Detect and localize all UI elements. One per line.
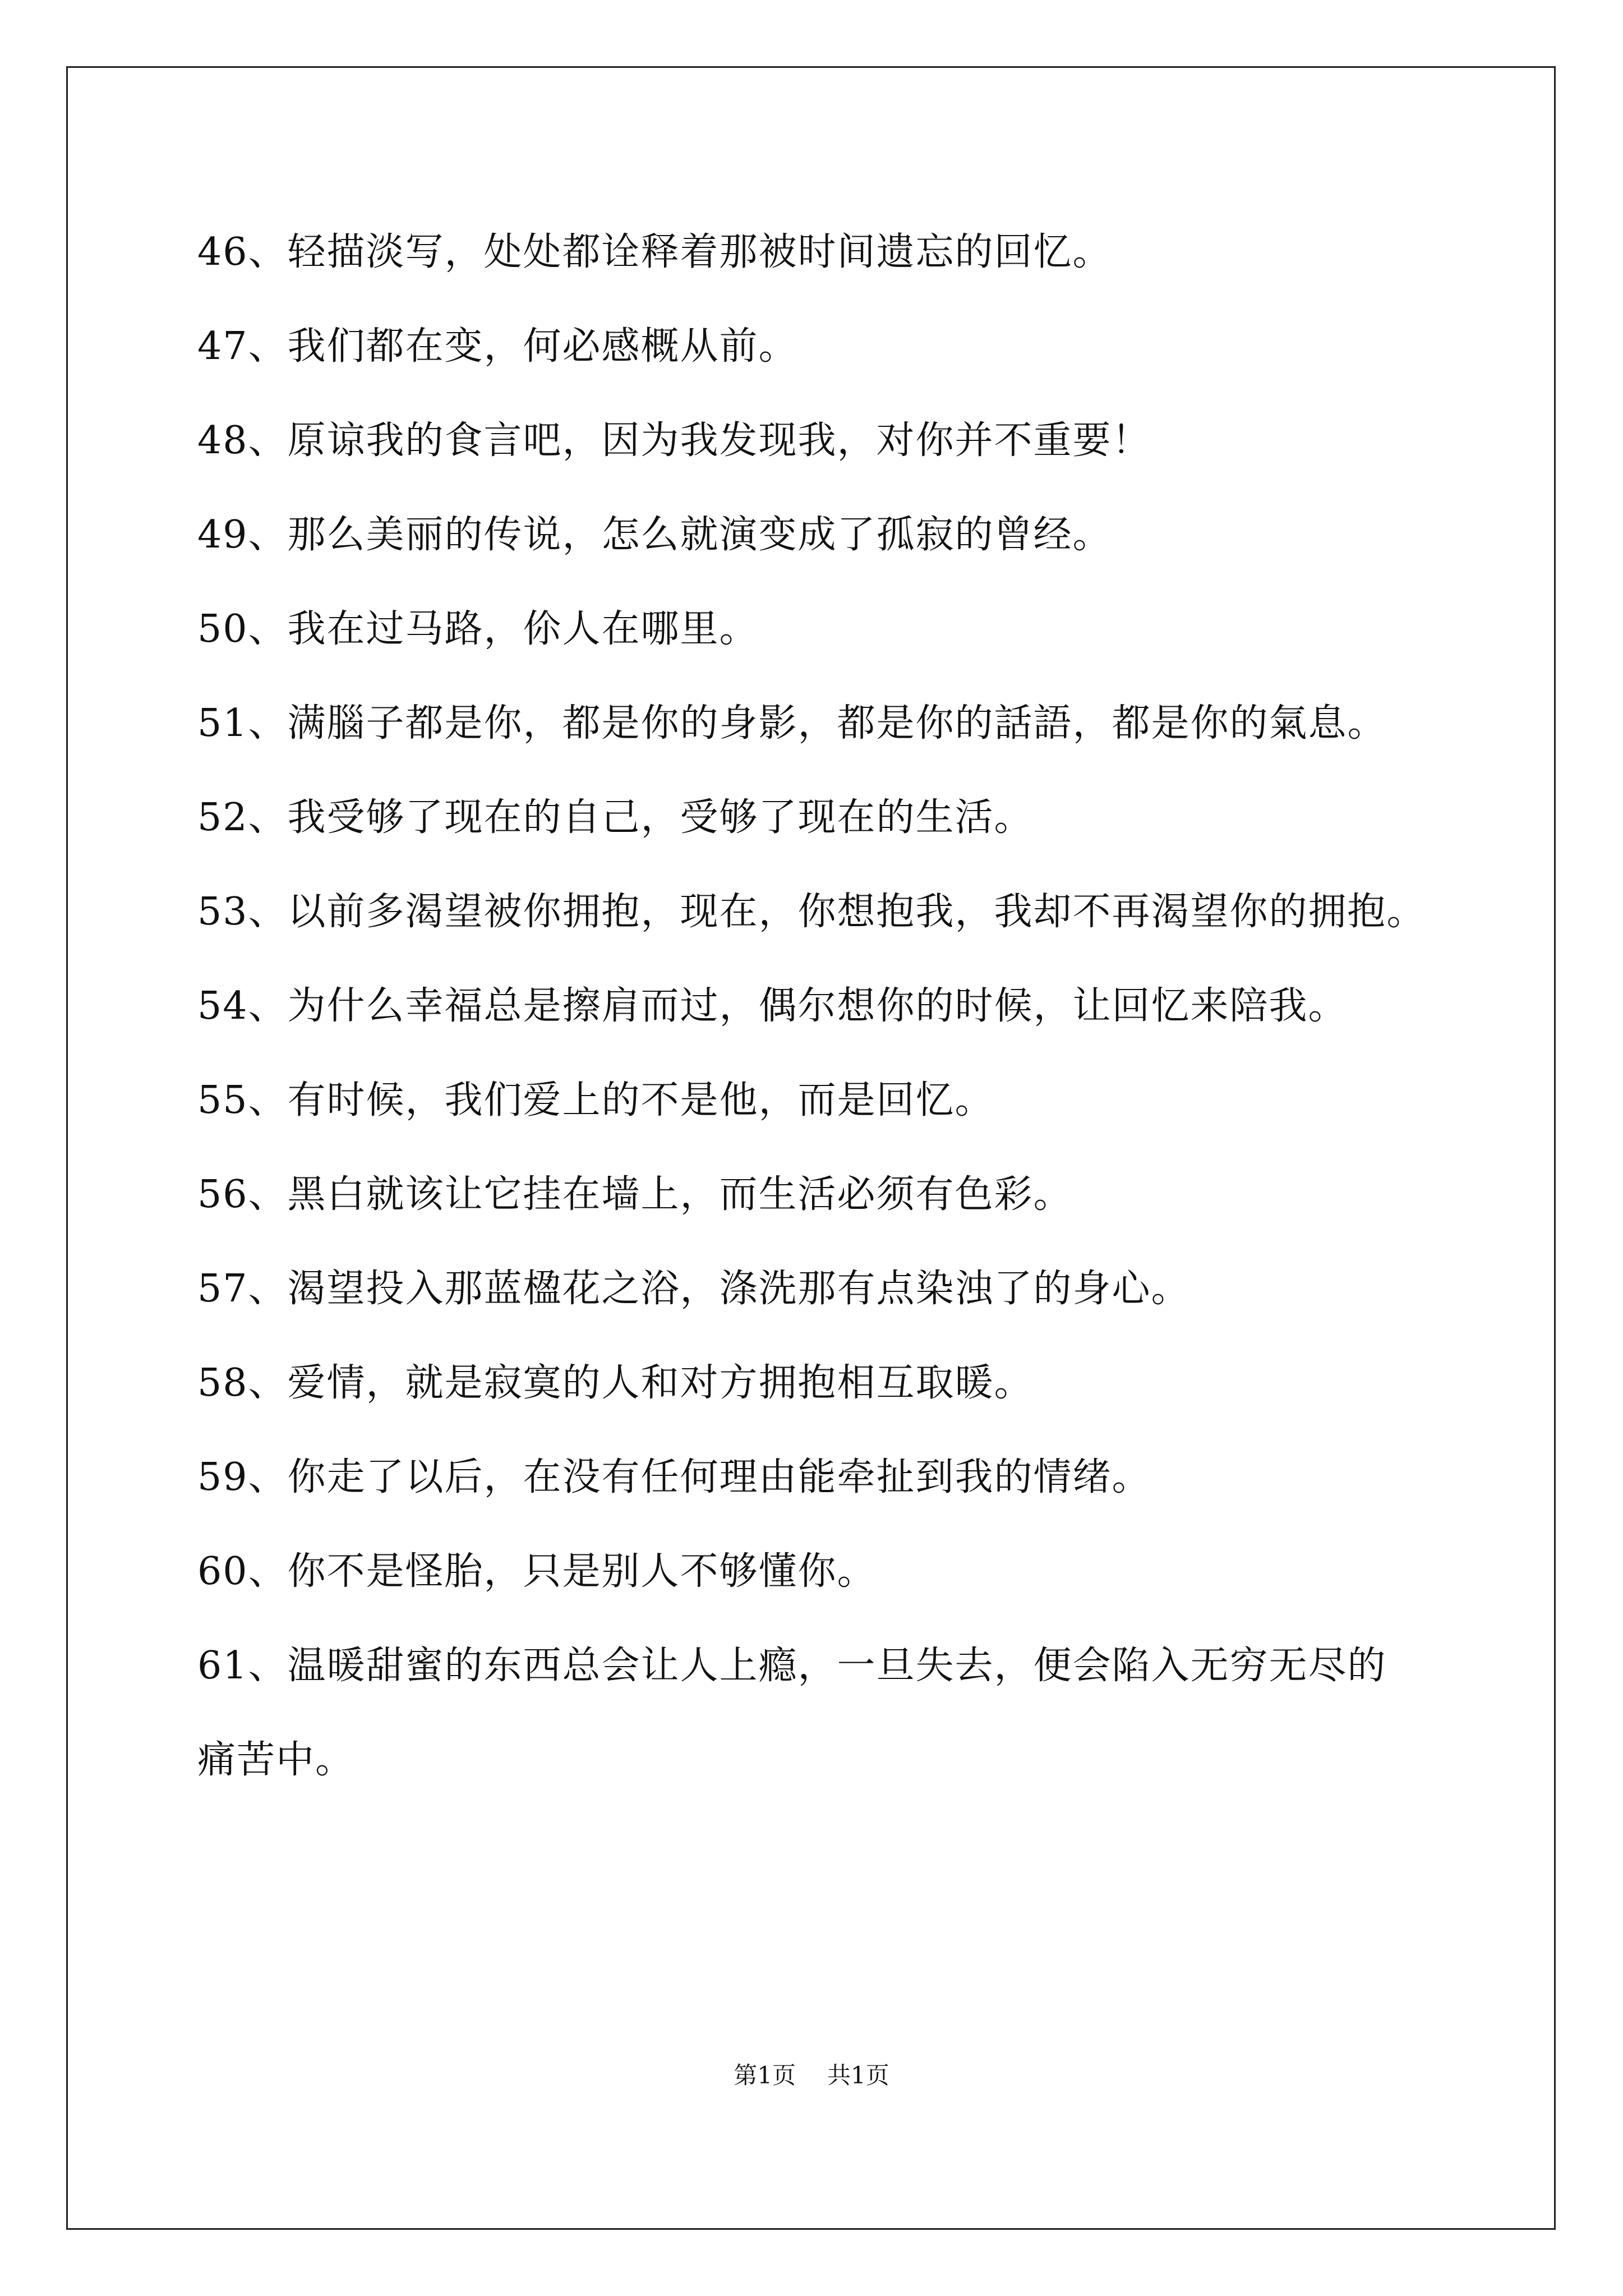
text-line: 47、我们都在变，何必感概从前。 (197, 324, 798, 369)
text-line: 52、我受够了现在的自己，受够了现在的生活。 (197, 795, 1034, 840)
page-total: 共1页 (827, 2062, 889, 2089)
text-line: 59、你走了以后，在没有任何理由能牵扯到我的情绪。 (197, 1455, 1151, 1499)
text-line: 58、爱情，就是寂寞的人和对方拥抱相互取暖。 (197, 1361, 1034, 1405)
text-line: 53、以前多渴望被你拥抱，现在，你想抱我，我却不再渴望你的拥抱。 (197, 890, 1426, 934)
text-line-continuation: 痛苦中。 (197, 1738, 355, 1782)
text-line: 48、原谅我的食言吧，因为我发现我，对你并不重要！ (197, 418, 1151, 463)
page-footer (0, 2060, 1623, 2091)
text-line: 61、温暖甜蜜的东西总会让人上瘾，一旦失去，便会陷入无穷无尽的 (197, 1644, 1387, 1688)
text-line: 46、轻描淡写，处处都诠释着那被时间遗忘的回忆。 (197, 230, 1112, 274)
text-line: 56、黑白就该让它挂在墙上，而生活必须有色彩。 (197, 1172, 1073, 1217)
document-body (197, 224, 1482, 1826)
text-line: 57、渴望投入那蓝楹花之浴，涤洗那有点染浊了的身心。 (197, 1267, 1191, 1311)
text-line: 50、我在过马路，伱人在哪里。 (197, 607, 759, 651)
page-number: 第1页 (734, 2062, 796, 2089)
text-line: 54、为什么幸福总是擦肩而过，偶尔想你的时候，让回忆来陪我。 (197, 984, 1348, 1028)
text-line: 49、那么美丽的传说，怎么就演变成了孤寂的曾经。 (197, 513, 1112, 557)
text-line: 60、你不是怪胎，只是别人不够懂你。 (197, 1549, 877, 1594)
text-line: 51、满腦子都是你，都是你的身影，都是你的話語，都是你的氣息。 (197, 701, 1387, 746)
text-line: 55、有时候，我们爱上的不是他，而是回忆。 (197, 1078, 994, 1122)
